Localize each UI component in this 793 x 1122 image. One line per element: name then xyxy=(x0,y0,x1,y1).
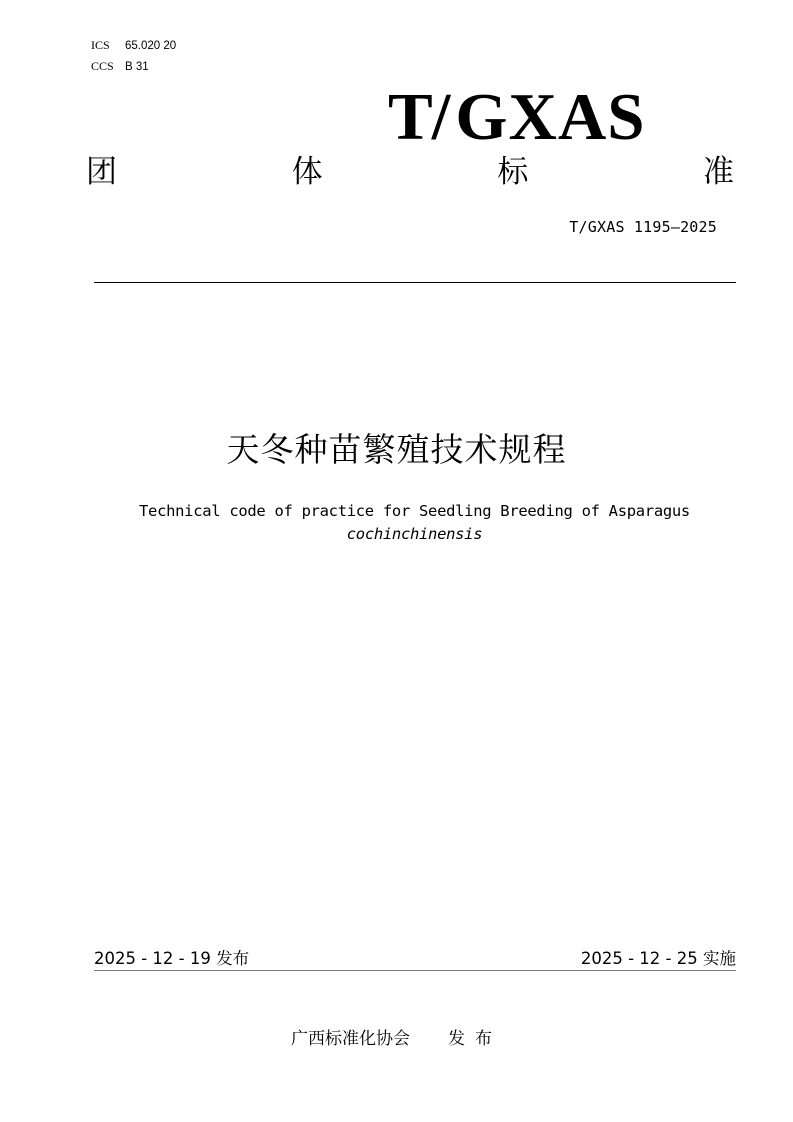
brand-prefix: T xyxy=(388,80,434,154)
publish-date: 2025 - 12 - 19 发布 xyxy=(94,949,250,968)
publisher-verb: 发布 xyxy=(448,1029,502,1049)
ccs-value: B 31 xyxy=(125,61,149,73)
standard-type-char: 准 xyxy=(702,154,734,190)
footer-divider xyxy=(94,970,736,971)
ccs-code xyxy=(91,59,149,74)
standard-type-char: 体 xyxy=(291,154,323,190)
ics-label: ICS xyxy=(91,38,110,52)
ccs-label: CCS xyxy=(91,59,114,73)
document-title-chinese: 天冬种苗繁殖技术规程 xyxy=(226,430,567,469)
brand-slash: / xyxy=(431,80,452,154)
publisher-name: 广西标准化协会 xyxy=(291,1029,410,1049)
standard-number: T/GXAS 1195—2025 xyxy=(569,218,717,236)
standard-type-heading xyxy=(86,152,734,192)
standard-type-char: 标 xyxy=(497,154,529,190)
document-title-english xyxy=(0,500,793,546)
standard-type-char: 团 xyxy=(86,154,117,190)
implementation-date: 2025 - 12 - 25 实施 xyxy=(580,949,736,968)
brand-suffix: GXAS xyxy=(455,80,646,154)
publisher-line xyxy=(0,1024,793,1049)
standard-brand-logo xyxy=(388,82,645,152)
ics-value: 65.020 20 xyxy=(125,40,177,52)
english-title-line2: cochinchinensis xyxy=(346,525,483,543)
ics-code xyxy=(91,38,176,53)
english-title-line1: Technical code of practice for Seedling Breeding of Asparagus xyxy=(139,502,690,520)
header-divider xyxy=(94,282,736,283)
